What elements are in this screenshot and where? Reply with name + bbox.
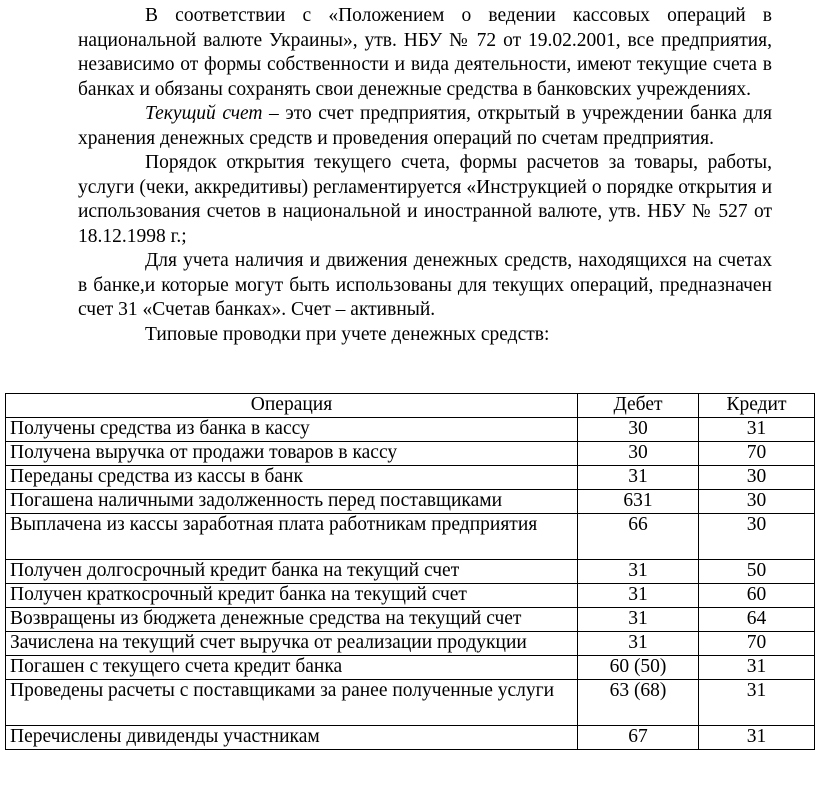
operation-cell: Получен долгосрочный кредит банка на текущий счет — [6, 560, 578, 584]
paragraph-account-31: Для учета наличия и движения денежных средств, находящихся на счетах в банке,и которые могут быть использованы для текущих операций, предназначен счет 31 «Счетав банках». Счет – активный. — [78, 250, 772, 320]
credit-cell: 30 — [699, 490, 815, 514]
operation-cell: Получен краткосрочный кредит банка на текущий счет — [6, 584, 578, 608]
credit-cell: 70 — [699, 632, 815, 656]
operation-cell: Погашена наличными задолженность перед поставщиками — [6, 490, 578, 514]
definition-text: – это счет предприятия, открытый в учреждении банка для хранения денежных средств и проведения операций по счетам предприятия. — [78, 103, 772, 149]
table-row — [6, 584, 815, 608]
debit-cell: 30 — [578, 418, 699, 442]
debit-cell: 31 — [578, 466, 699, 490]
table-row — [6, 466, 815, 490]
table-row — [6, 632, 815, 656]
debit-cell: 63 (68) — [578, 680, 699, 726]
credit-cell: 64 — [699, 608, 815, 632]
paragraph-regulation: В соответствии с «Положением о ведении кассовых операций в национальной валюте Украины», утв. НБУ № 72 от 19.02.2001, все предприятия, независимо от формы собственности и вида деятельности, имеют текущие счета в банках и обязаны сохранять свои денежные средства в банковских учреждениях. — [78, 5, 772, 100]
table-header-row — [6, 394, 815, 418]
table-row — [6, 514, 815, 560]
debit-cell: 31 — [578, 608, 699, 632]
credit-cell: 60 — [699, 584, 815, 608]
operation-cell: Получена выручка от продажи товаров в кассу — [6, 442, 578, 466]
operation-cell: Выплачена из кассы заработная плата работникам предприятия — [6, 514, 578, 560]
operation-cell: Получены средства из банка в кассу — [6, 418, 578, 442]
table-row — [6, 726, 815, 750]
debit-cell: 30 — [578, 442, 699, 466]
operation-cell: Погашен с текущего счета кредит банка — [6, 656, 578, 680]
credit-cell: 31 — [699, 656, 815, 680]
table-row — [6, 560, 815, 584]
credit-cell: 31 — [699, 680, 815, 726]
operation-cell: Перечислены дивиденды участникам — [6, 726, 578, 750]
paragraph-current-account-definition — [78, 102, 772, 151]
paragraph-account-opening: Порядок открытия текущего счета, формы расчетов за товары, работы, услуги (чеки, аккредитивы) регламентируется «Инструкцией о порядке открытия и использования счетов в национальной и иностранной валюте, утв. НБУ № 527 от 18.12.1998 г.; — [78, 152, 772, 247]
operation-cell: Возвращены из бюджета денежные средства на текущий счет — [6, 608, 578, 632]
debit-cell: 60 (50) — [578, 656, 699, 680]
header-operation: Операция — [6, 394, 578, 418]
body-text — [78, 4, 772, 347]
credit-cell: 30 — [699, 466, 815, 490]
operation-cell: Переданы средства из кассы в банк — [6, 466, 578, 490]
credit-cell: 31 — [699, 726, 815, 750]
header-credit: Кредит — [699, 394, 815, 418]
debit-cell: 31 — [578, 584, 699, 608]
table-row — [6, 608, 815, 632]
operation-cell: Зачислена на текущий счет выручка от реализации продукции — [6, 632, 578, 656]
debit-cell: 66 — [578, 514, 699, 560]
term-current-account: Текущий счет — [145, 103, 263, 124]
debit-cell: 31 — [578, 560, 699, 584]
debit-cell: 31 — [578, 632, 699, 656]
header-debit: Дебет — [578, 394, 699, 418]
table-caption: Типовые проводки при учете денежных средств: — [145, 323, 550, 345]
table-row — [6, 656, 815, 680]
credit-cell: 50 — [699, 560, 815, 584]
credit-cell: 31 — [699, 418, 815, 442]
credit-cell: 70 — [699, 442, 815, 466]
table-row — [6, 680, 815, 726]
credit-cell: 30 — [699, 514, 815, 560]
operation-cell: Проведены расчеты с поставщиками за ранее полученные услуги — [6, 680, 578, 726]
table-row — [6, 418, 815, 442]
entries-table — [5, 393, 815, 750]
debit-cell: 67 — [578, 726, 699, 750]
debit-cell: 631 — [578, 490, 699, 514]
table-row — [6, 442, 815, 466]
table-row — [6, 490, 815, 514]
